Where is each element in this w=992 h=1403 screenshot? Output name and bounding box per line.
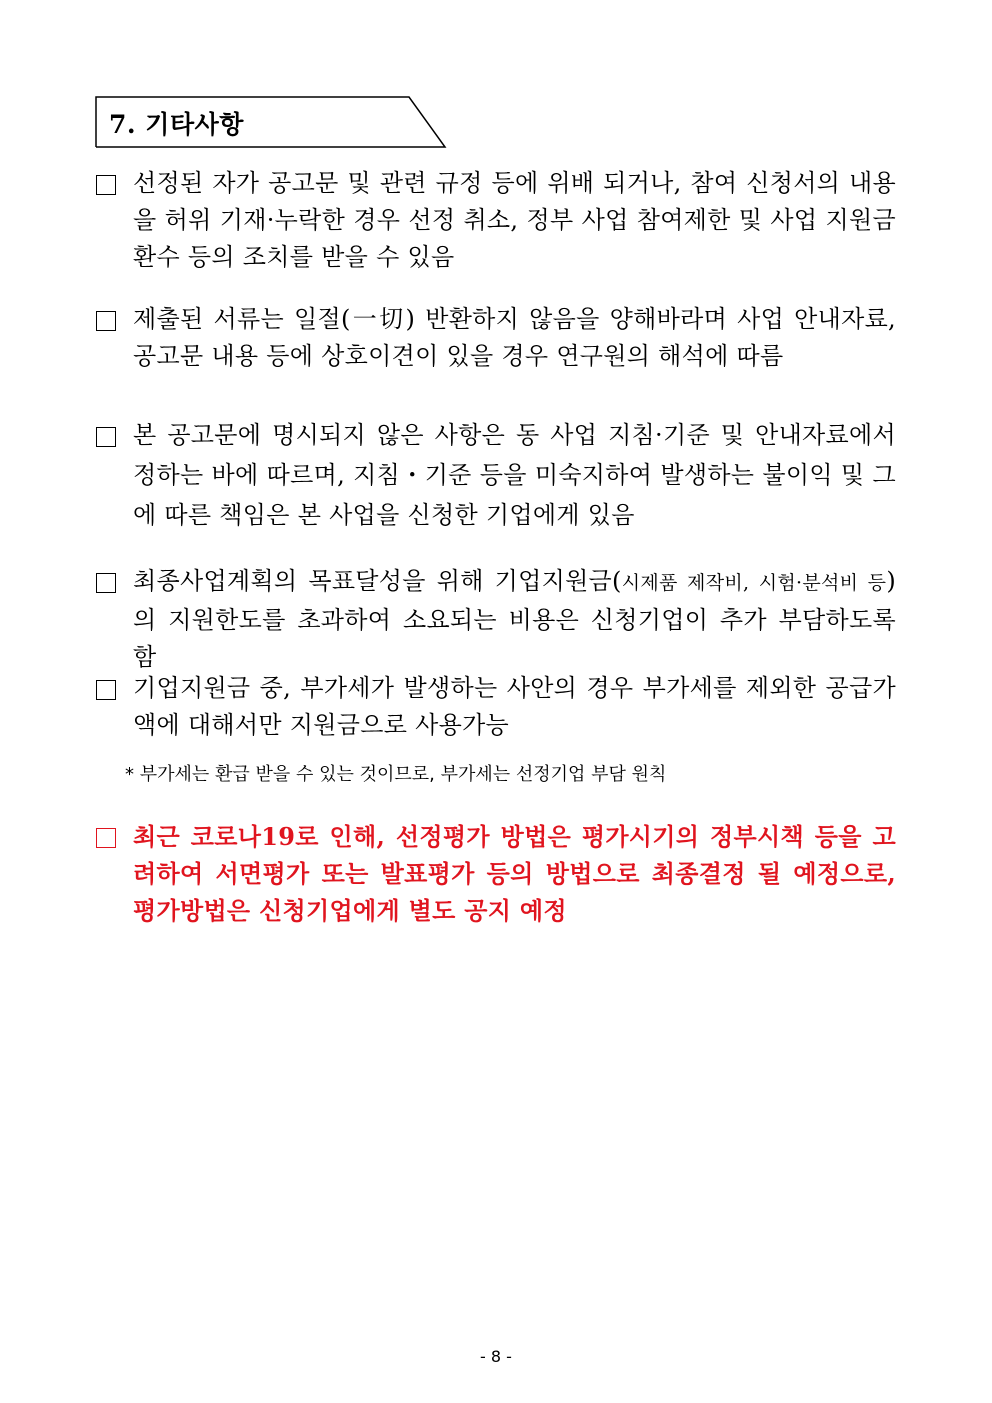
notice-item-3 [96, 415, 896, 535]
checkbox-icon [96, 427, 116, 447]
notice-item-text: 제출된 서류는 일절(一切) 반환하지 않음을 양해바라며 사업 안내자료, 공고문 내용 등에 상호이견이 있을 경우 연구원의 해석에 따름 [133, 305, 896, 370]
checkbox-icon [96, 680, 116, 700]
notice-item-emphasis [96, 818, 896, 929]
notice-item-text: 본 공고문에 명시되지 않은 사항은 동 사업 지침·기준 및 안내자료에서 정하는 바에 따르며, 지침・기준 등을 미숙지하여 발생하는 불이익 및 그에 따른 책임은 본 사업을 신청한 기업에게 있음 [133, 421, 896, 529]
checkbox-icon [96, 175, 116, 195]
notice-item-text: 선정된 자가 공고문 및 관련 규정 등에 위배 되거나, 참여 신청서의 내용을 허위 기재·누락한 경우 선정 취소, 정부 사업 참여제한 및 사업 지원금 환수 등의 조치를 받을 수 있음 [133, 169, 896, 271]
notice-item-text [133, 563, 896, 676]
checkbox-icon [96, 311, 116, 331]
notice-item-5 [96, 670, 896, 744]
notice-item-text-a: 최종사업계획의 목표달성을 위해 기업지원금( [133, 567, 622, 595]
notice-item-4 [96, 563, 896, 676]
notice-item-text: 최근 코로나19로 인해, 선정평가 방법은 평가시기의 정부시책 등을 고려하여 서면평가 또는 발표평가 등의 방법으로 최종결정 될 예정으로, 평가방법은 신청기업에게 별도 공지 예정 [133, 822, 896, 925]
notice-item-1 [96, 165, 896, 276]
notice-item-text-b: )의 지원한도를 초과하여 소요되는 비용은 신청기업이 추가 부담하도록 함 [133, 567, 896, 671]
checkbox-icon [96, 828, 116, 848]
checkbox-icon [96, 573, 116, 593]
notice-item-text-small: 시제품 제작비, 시험·분석비 등 [621, 572, 887, 594]
notice-item-text: 기업지원금 중, 부가세가 발생하는 사안의 경우 부가세를 제외한 공급가액에 대해서만 지원금으로 사용가능 [133, 674, 896, 739]
section-title: 7. 기타사항 [109, 110, 244, 139]
page-number: - 8 - [480, 1347, 512, 1366]
notice-item-2 [96, 301, 896, 375]
vat-note: * 부가세는 환급 받을 수 있는 것이므로, 부가세는 선정기업 부담 원칙 [125, 764, 667, 785]
section-header [95, 96, 447, 148]
